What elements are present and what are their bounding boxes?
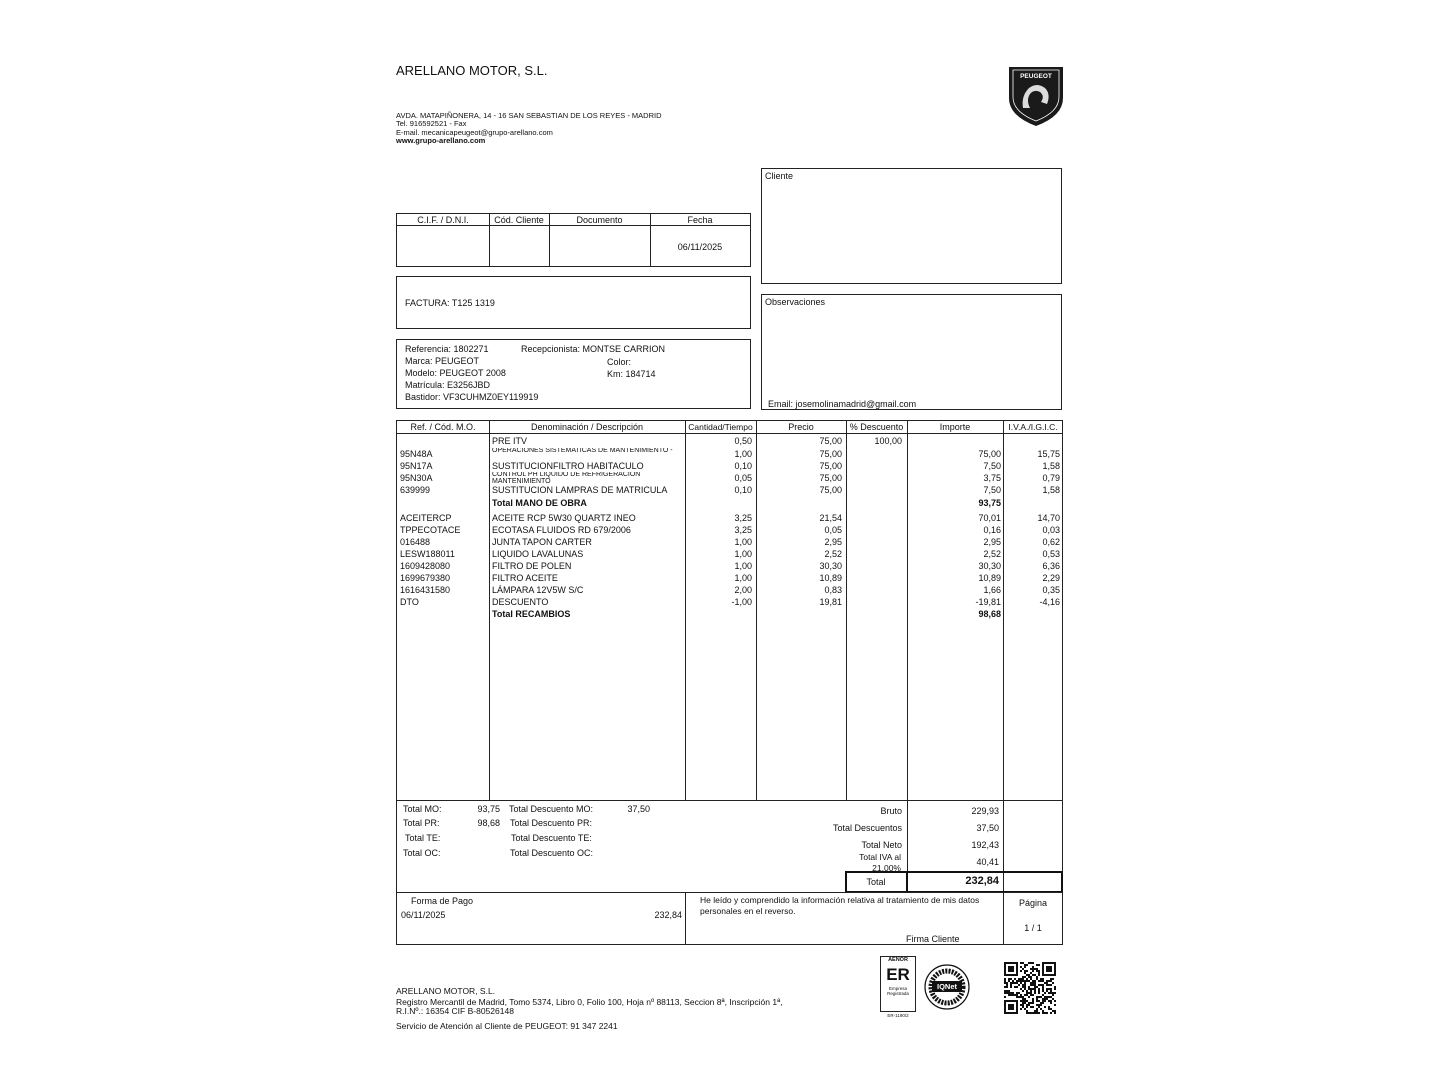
col-description: Denominación / Descripción [530, 422, 644, 432]
table-row [397, 548, 1062, 560]
vehicle-color: Color: [607, 357, 632, 367]
gross-label: Bruto [880, 806, 902, 816]
legal-cif: R.I.Nº.: 16354 CIF B-80526148 [396, 1006, 514, 1016]
cell-ref: 016488 [400, 537, 431, 547]
er-mark-icon: ER [886, 965, 910, 984]
total-pr-value: 98,68 [477, 818, 500, 828]
vat-value: 40,41 [976, 857, 999, 867]
cell-amount: 0,16 [983, 525, 1001, 535]
cell-amount: 93,75 [978, 498, 1001, 508]
cell-ref: ACEITERCP [400, 513, 452, 523]
table-row [397, 596, 1062, 608]
page-label: Página [1018, 898, 1048, 908]
cell-amount: 7,50 [983, 485, 1001, 495]
items-table [396, 420, 1063, 801]
page-number: 1 / 1 [1024, 923, 1042, 933]
cell-vat: 14,70 [1037, 513, 1060, 523]
company-email: E-mail. mecanicapeugeot@grupo-arellano.com [396, 128, 553, 137]
cell-amount: 2,52 [983, 549, 1001, 559]
cell-desc: SUSTITUCIONFILTRO HABITACULO [492, 461, 644, 471]
company-phone: Tel. 916592521 - Fax [396, 119, 467, 128]
aenor-subtitle: Empresa Registrada [887, 986, 909, 996]
cell-desc: Total RECAMBIOS [492, 609, 571, 619]
invoice-number: FACTURA: T125 1319 [405, 298, 495, 308]
logo-text: PEUGEOT [1020, 73, 1052, 80]
cell-price: 30,30 [819, 561, 842, 571]
cell-price: 19,81 [819, 597, 842, 607]
table-row [397, 524, 1062, 536]
net-label: Total Neto [861, 840, 902, 850]
legal-company: ARELLANO MOTOR, S.L. [396, 986, 496, 996]
items-rows [397, 435, 1062, 795]
value-date: 06/11/2025 [677, 242, 723, 252]
vehicle-reference: Referencia: 1802271 [405, 344, 489, 354]
cell-desc: CONTROL PH LÍQUIDO DE REFRIGERACIÓN MANTENIMIENTO [492, 472, 641, 485]
col-quantity: Cantidad/Tiempo [688, 422, 753, 432]
iqnet-seal-icon [924, 964, 970, 1010]
cell-amount: 30,30 [978, 561, 1001, 571]
cell-amount: 1,66 [983, 585, 1001, 595]
cell-qty: 1,00 [734, 561, 752, 571]
total-mo-label: Total MO: [403, 804, 442, 814]
cell-amount: 75,00 [978, 449, 1001, 459]
table-row [397, 497, 1062, 509]
cell-ref: 1609428080 [400, 561, 451, 571]
payment-box [396, 892, 1063, 945]
payment-date: 06/11/2025 [401, 910, 446, 920]
vehicle-plate: Matrícula: E3256JBD [405, 380, 491, 390]
vat-label: Total IVA al 21,00% [859, 852, 901, 873]
cell-ref: DTO [400, 597, 419, 607]
total-oc-label: Total OC: [403, 848, 441, 858]
cell-desc: FILTRO DE POLEN [492, 561, 572, 571]
payment-amount: 232,84 [654, 910, 682, 920]
cell-amount: 2,95 [983, 537, 1001, 547]
cell-price: 2,52 [824, 549, 842, 559]
receptionist: Recepcionista: MONTSE CARRION [521, 344, 666, 354]
col-price: Precio [788, 422, 814, 432]
company-name: ARELLANO MOTOR, S.L. [396, 63, 548, 78]
cell-vat: 0,62 [1042, 537, 1060, 547]
id-table [396, 213, 751, 267]
cell-qty: 1,00 [734, 537, 752, 547]
cell-amount: 3,75 [983, 473, 1001, 483]
cell-ref: 95N17A [400, 461, 433, 471]
aenor-code: ER-1190/2 [887, 1013, 909, 1018]
grand-total-value: 232,84 [965, 875, 999, 887]
cell-vat: 0,53 [1042, 549, 1060, 559]
cell-qty: 0,10 [734, 461, 752, 471]
cell-ref: TPPECOTACE [400, 525, 461, 535]
discount-mo-value: 37,50 [627, 804, 650, 814]
cell-price: 0,05 [824, 525, 842, 535]
cell-ref: 639999 [400, 485, 431, 495]
cell-price: 2,95 [824, 537, 842, 547]
cell-vat: 0,79 [1042, 473, 1060, 483]
cell-qty: 0,05 [734, 473, 752, 483]
cell-vat: 0,35 [1042, 585, 1060, 595]
qr-code[interactable] [1004, 962, 1056, 1014]
cell-vat: 1,58 [1042, 461, 1060, 471]
cell-vat: 1,58 [1042, 485, 1060, 495]
cell-amount: 7,50 [983, 461, 1001, 471]
cell-qty: 0,50 [734, 436, 752, 446]
cell-price: 0,83 [824, 585, 842, 595]
cell-vat: -4,16 [1039, 597, 1060, 607]
cell-vat: 15,75 [1037, 449, 1060, 459]
table-row [397, 608, 1062, 620]
cell-vat: 6,36 [1042, 561, 1060, 571]
iqnet-text: IQNet [936, 982, 957, 991]
cell-qty: 1,00 [734, 573, 752, 583]
col-amount: Importe [939, 422, 971, 432]
vehicle-brand: Marca: PEUGEOT [405, 356, 480, 366]
cell-price: 75,00 [819, 449, 842, 459]
cell-desc: ACEITE RCP 5W30 QUARTZ INEO [492, 513, 636, 523]
customer-service: Servicio de Atención al Cliente de PEUGEOT: 91 347 2241 [396, 1021, 618, 1031]
discount-te-label: Total Descuento TE: [511, 833, 592, 843]
table-row [397, 560, 1062, 572]
vehicle-vin: Bastidor: VF3CUHMZ0EY119919 [405, 392, 539, 402]
cell-qty: 2,00 [734, 585, 752, 595]
table-row [397, 460, 1062, 472]
discount-mo-label: Total Descuento MO: [509, 804, 594, 814]
cell-amount: 70,01 [978, 513, 1001, 523]
cell-price: 75,00 [819, 473, 842, 483]
cell-price: 10,89 [819, 573, 842, 583]
cell-qty: -1,00 [731, 597, 752, 607]
total-mo-value: 93,75 [477, 804, 500, 814]
col-discount: % Descuento [849, 422, 904, 432]
cell-price: 75,00 [819, 461, 842, 471]
cell-ref: 95N48A [400, 449, 433, 459]
header-client-code: Cód. Cliente [494, 215, 544, 225]
cell-qty: 3,25 [734, 525, 752, 535]
aenor-text: AENOR [888, 957, 908, 963]
total-pr-label: Total PR: [403, 818, 440, 828]
cell-desc: SUSTITUCION LAMPRAS DE MATRICULA [492, 485, 668, 495]
col-vat: I.V.A./I.G.I.C. [1008, 422, 1058, 432]
vehicle-km: Km: 184714 [607, 369, 656, 379]
cell-amount: 10,89 [978, 573, 1001, 583]
gross-value: 229,93 [971, 806, 999, 816]
signature-label: Firma Cliente [906, 934, 960, 944]
observations-box [761, 294, 1062, 410]
discount-oc-label: Total Descuento OC: [510, 848, 594, 858]
cell-ref: 1616431580 [400, 585, 451, 595]
cell-price: 75,00 [819, 485, 842, 495]
cell-desc: Total MANO DE OBRA [492, 498, 587, 508]
cell-amount: -19,81 [975, 597, 1001, 607]
header-document: Documento [576, 215, 623, 225]
col-ref: Ref. / Cód. M.O. [410, 422, 476, 432]
discount-pr-label: Total Descuento PR: [510, 818, 593, 828]
payment-label: Forma de Pago [411, 896, 474, 906]
table-row [397, 512, 1062, 524]
header-date: Fecha [687, 215, 713, 225]
cell-desc: LIQUIDO LAVALUNAS [492, 549, 584, 559]
header-cif: C.I.F. / D.N.I. [417, 215, 469, 225]
cell-ref: LESW188011 [400, 549, 455, 559]
cell-vat: 0,03 [1042, 525, 1060, 535]
cell-desc: JUNTA TAPON CARTER [492, 537, 592, 547]
table-row [397, 536, 1062, 548]
cell-desc: ECOTASA FLUIDOS RD 679/2006 [492, 525, 631, 535]
table-row [397, 472, 1062, 484]
company-web: www.grupo-arellano.com [396, 136, 486, 145]
total-te-label: Total TE: [405, 833, 441, 843]
grand-total-box [845, 871, 1063, 893]
cell-desc: PRE ITV [492, 436, 528, 446]
cell-desc: DESCUENTO [492, 597, 549, 607]
legal-registry: Registro Mercantil de Madrid, Tomo 5374, Libro 0, Folio 100, Hoja nº 88113, Seccion 8ª, Inscripción 1ª, [396, 997, 783, 1007]
cell-disc: 100,00 [874, 436, 902, 446]
cell-ref: 95N30A [400, 473, 433, 483]
table-row [397, 572, 1062, 584]
cell-price: 75,00 [819, 436, 842, 446]
cell-ref: 1699679380 [400, 573, 451, 583]
total-discounts-value: 37,50 [976, 823, 999, 833]
client-email: Email: josemolinamadrid@gmail.com [768, 399, 917, 409]
cell-vat: 2,29 [1042, 573, 1060, 583]
grand-total-label: Total [866, 877, 886, 887]
net-value: 192,43 [971, 840, 999, 850]
cell-desc: LÁMPARA 12V5W S/C [492, 585, 584, 595]
total-discounts-label: Total Descuentos [832, 823, 902, 833]
cell-desc: FILTRO ACEITE [492, 573, 558, 583]
company-address: AVDA. MATAPIÑONERA, 14 - 16 SAN SEBASTIAN DE LOS REYES - MADRID [396, 111, 662, 120]
privacy-notice: He leído y comprendido la información relativa al tratamiento de mis datos personales en el reverso. [700, 895, 980, 916]
vehicle-model: Modelo: PEUGEOT 2008 [405, 368, 506, 378]
table-row [397, 484, 1062, 496]
aenor-badge [880, 956, 916, 1022]
cell-qty: 0,10 [734, 485, 752, 495]
peugeot-logo [1005, 64, 1067, 128]
cell-qty: 1,00 [734, 549, 752, 559]
invoice-box [396, 276, 751, 329]
client-label: Cliente [765, 171, 794, 181]
cell-qty: 3,25 [734, 513, 752, 523]
vehicle-box [396, 339, 751, 409]
cell-desc: OPERACIONES SISTEMATICAS DE MANTENIMIENTO - [492, 448, 673, 454]
table-row [397, 584, 1062, 596]
table-row [397, 448, 1062, 460]
observations-label: Observaciones [765, 297, 826, 307]
cell-qty: 1,00 [734, 449, 752, 459]
cell-amount: 98,68 [978, 609, 1001, 619]
client-box [761, 168, 1062, 284]
table-row [397, 435, 1062, 447]
cell-price: 21,54 [819, 513, 842, 523]
